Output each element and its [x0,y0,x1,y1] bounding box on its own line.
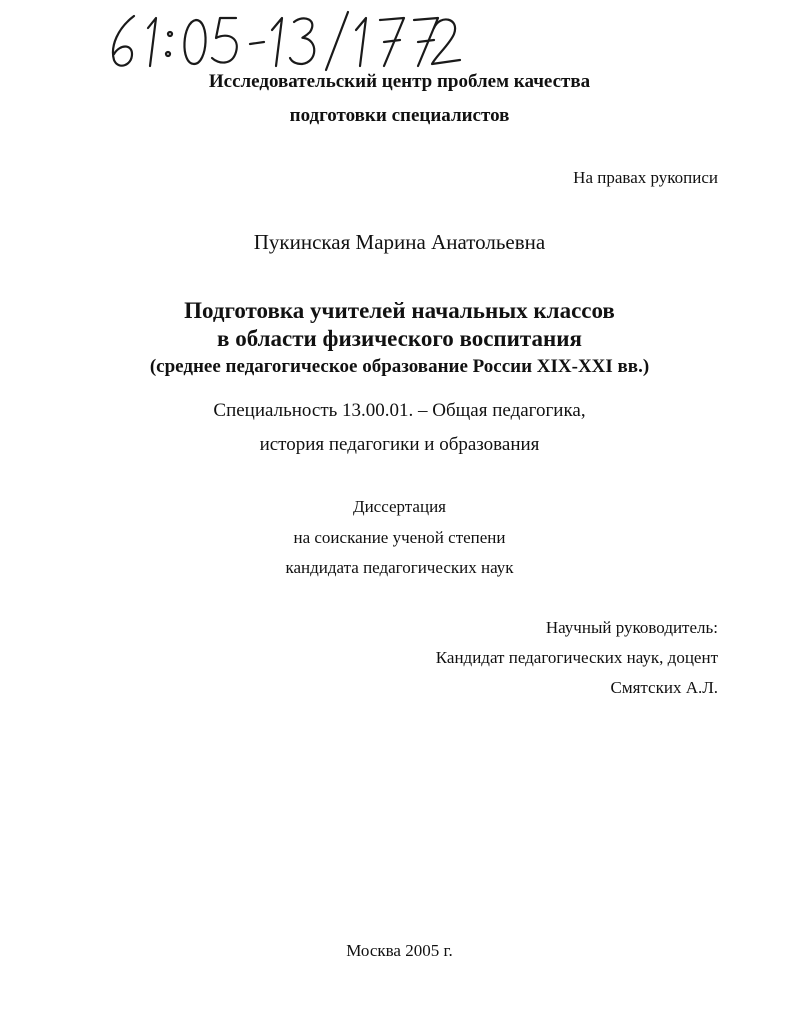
organization-line-2: подготовки специалистов [289,105,510,126]
degree-line-3: кандидата педагогических наук [285,558,514,577]
specialty-line-1: Специальность 13.00.01. – Общая педагогика, [213,400,586,421]
title-line-1: Подготовка учителей начальных классов [184,298,615,323]
rights-note: На правах рукописи [573,168,718,187]
supervisor-name: Смятских А.Л. [610,678,718,697]
degree-line-2: на соискание ученой степени [293,528,506,547]
organization-line-1: Исследовательский центр проблем качества [208,71,591,92]
title-line-2: в области физического воспитания [217,326,582,351]
title-line-3: (среднее педагогическое образование России XIX-XXI вв.) [149,356,650,377]
handwritten-archive-code [104,6,464,72]
place-year: Москва 2005 г. [346,941,453,960]
degree-line-1: Диссертация [352,497,446,516]
supervisor-degree: Кандидат педагогических наук, доцент [435,648,718,667]
supervisor-label: Научный руководитель: [545,618,718,637]
author-name: Пукинская Марина Анатольевна [253,230,546,254]
specialty-line-2: история педагогики и образования [259,434,540,455]
